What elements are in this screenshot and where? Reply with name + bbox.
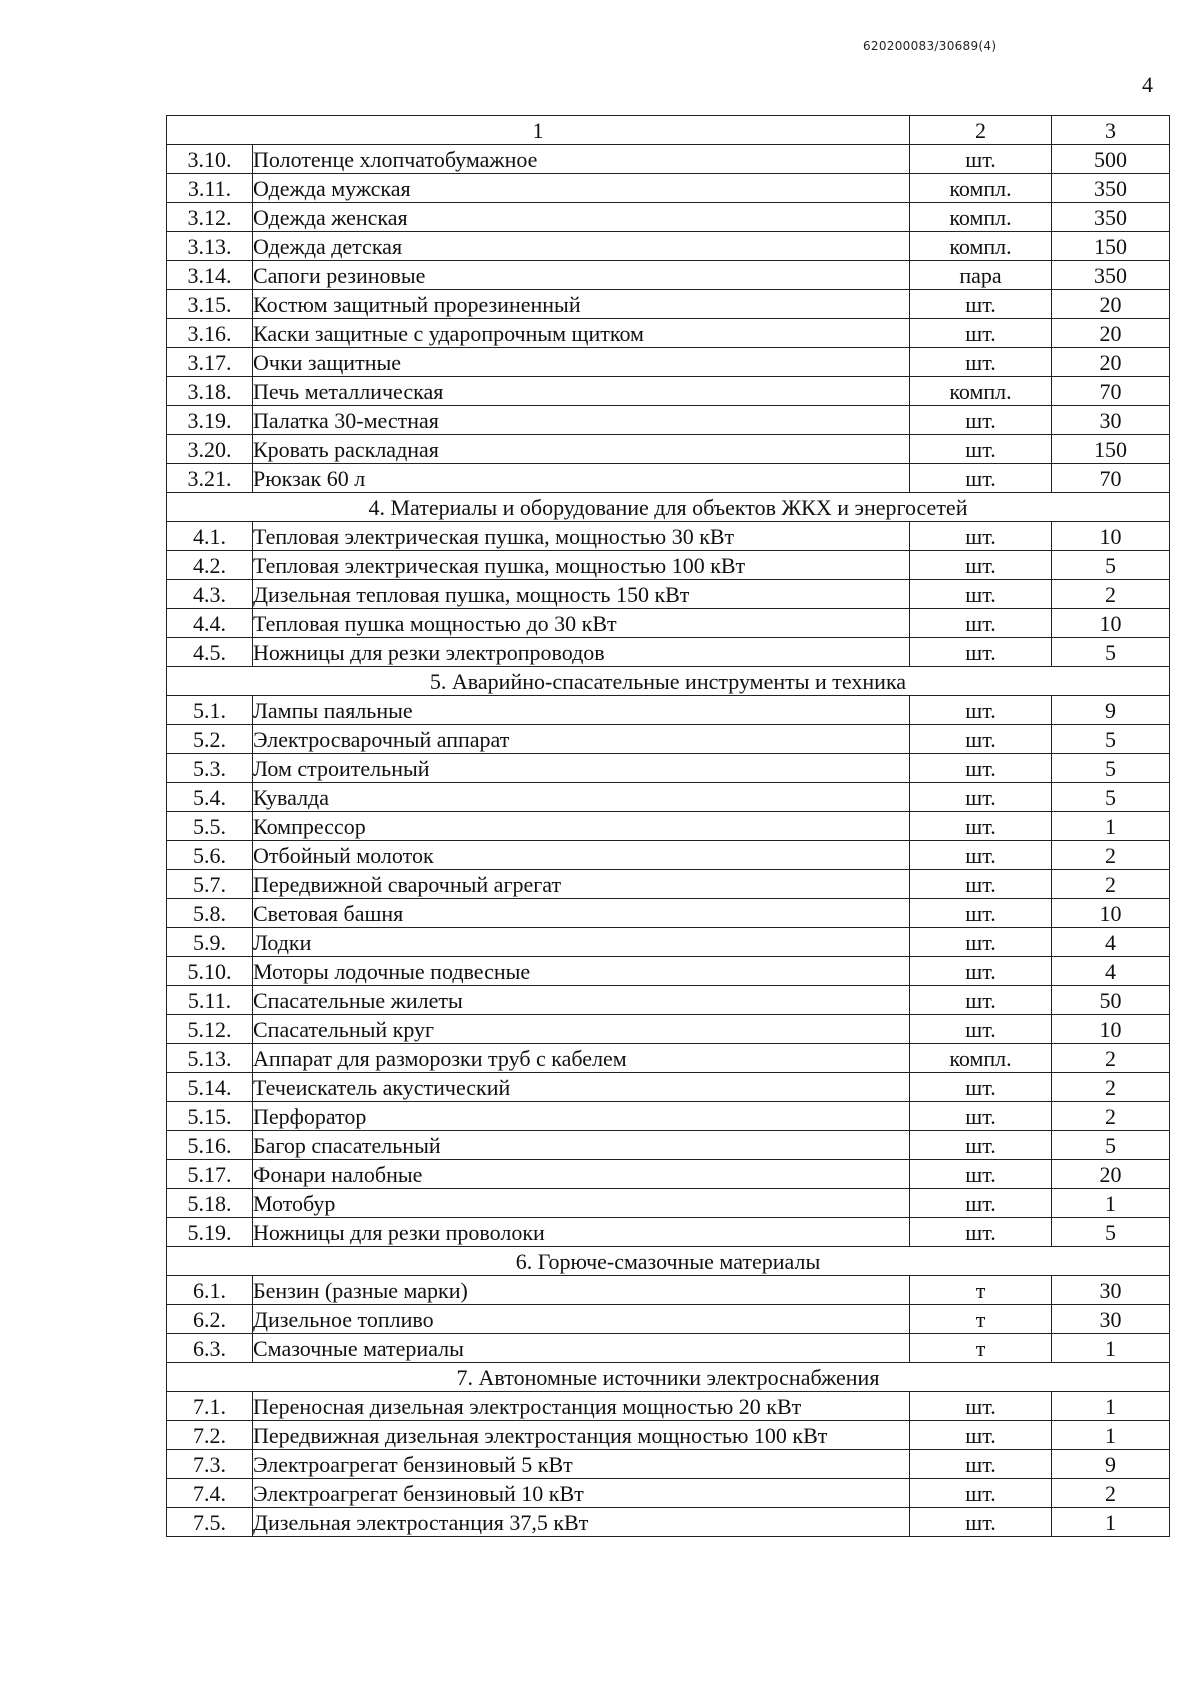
item-unit: пара [910, 261, 1052, 290]
item-name: Течеискатель акустический [253, 1073, 910, 1102]
item-quantity: 2 [1052, 870, 1170, 899]
item-name: Полотенце хлопчатобумажное [253, 145, 910, 174]
item-unit: шт. [910, 1218, 1052, 1247]
item-name: Ножницы для резки проволоки [253, 1218, 910, 1247]
item-quantity: 9 [1052, 696, 1170, 725]
table-row [167, 1305, 1170, 1334]
table-header-row [167, 116, 1170, 145]
item-quantity: 1 [1052, 1508, 1170, 1537]
item-quantity: 5 [1052, 754, 1170, 783]
section-row [167, 667, 1170, 696]
item-name: Передвижной сварочный агрегат [253, 870, 910, 899]
column-header-3: 3 [1052, 116, 1170, 145]
item-unit: шт. [910, 1479, 1052, 1508]
item-number: 4.1. [167, 522, 253, 551]
item-unit: шт. [910, 348, 1052, 377]
item-unit: шт. [910, 1450, 1052, 1479]
item-name: Ножницы для резки электропроводов [253, 638, 910, 667]
item-quantity: 1 [1052, 1392, 1170, 1421]
item-name: Спасательный круг [253, 1015, 910, 1044]
item-name: Перфоратор [253, 1102, 910, 1131]
item-name: Лампы паяльные [253, 696, 910, 725]
item-number: 7.2. [167, 1421, 253, 1450]
section-row [167, 1363, 1170, 1392]
item-quantity: 4 [1052, 957, 1170, 986]
item-unit: шт. [910, 812, 1052, 841]
item-number: 3.13. [167, 232, 253, 261]
item-quantity: 1 [1052, 1421, 1170, 1450]
item-quantity: 5 [1052, 1218, 1170, 1247]
item-number: 7.4. [167, 1479, 253, 1508]
item-unit: шт. [910, 290, 1052, 319]
item-quantity: 20 [1052, 290, 1170, 319]
item-number: 5.2. [167, 725, 253, 754]
item-unit: шт. [910, 1392, 1052, 1421]
item-unit: шт. [910, 957, 1052, 986]
table-row [167, 1450, 1170, 1479]
item-name: Одежда женская [253, 203, 910, 232]
item-name: Электросварочный аппарат [253, 725, 910, 754]
item-unit: шт. [910, 1015, 1052, 1044]
item-name: Отбойный молоток [253, 841, 910, 870]
item-name: Мотобур [253, 1189, 910, 1218]
item-quantity: 350 [1052, 174, 1170, 203]
item-name: Лодки [253, 928, 910, 957]
item-unit: шт. [910, 551, 1052, 580]
item-unit: шт. [910, 1073, 1052, 1102]
item-unit: шт. [910, 899, 1052, 928]
section-title: 4. Материалы и оборудование для объектов ЖКХ и энергосетей [167, 493, 1170, 522]
item-name: Электроагрегат бензиновый 5 кВт [253, 1450, 910, 1479]
item-number: 5.19. [167, 1218, 253, 1247]
item-quantity: 5 [1052, 551, 1170, 580]
item-name: Моторы лодочные подвесные [253, 957, 910, 986]
item-number: 3.18. [167, 377, 253, 406]
table-row [167, 1508, 1170, 1537]
item-number: 5.1. [167, 696, 253, 725]
item-number: 5.5. [167, 812, 253, 841]
item-number: 3.14. [167, 261, 253, 290]
table-row [167, 1073, 1170, 1102]
column-header-2: 2 [910, 116, 1052, 145]
inventory-table-body [167, 116, 1170, 1537]
item-unit: шт. [910, 609, 1052, 638]
item-number: 3.17. [167, 348, 253, 377]
item-quantity: 5 [1052, 725, 1170, 754]
item-unit: шт. [910, 638, 1052, 667]
item-quantity: 2 [1052, 841, 1170, 870]
item-number: 4.2. [167, 551, 253, 580]
item-number: 5.9. [167, 928, 253, 957]
table-row [167, 319, 1170, 348]
item-number: 5.13. [167, 1044, 253, 1073]
item-name: Очки защитные [253, 348, 910, 377]
document-id: 620200083/30689(4) [863, 39, 997, 53]
item-name: Одежда детская [253, 232, 910, 261]
item-unit: компл. [910, 174, 1052, 203]
item-quantity: 10 [1052, 1015, 1170, 1044]
item-quantity: 10 [1052, 609, 1170, 638]
table-row [167, 841, 1170, 870]
item-quantity: 20 [1052, 319, 1170, 348]
item-name: Спасательные жилеты [253, 986, 910, 1015]
item-number: 5.11. [167, 986, 253, 1015]
item-number: 5.8. [167, 899, 253, 928]
item-number: 6.3. [167, 1334, 253, 1363]
item-unit: шт. [910, 145, 1052, 174]
table-row [167, 1392, 1170, 1421]
item-number: 7.3. [167, 1450, 253, 1479]
item-quantity: 2 [1052, 1479, 1170, 1508]
item-unit: компл. [910, 377, 1052, 406]
table-row [167, 1189, 1170, 1218]
item-name: Печь металлическая [253, 377, 910, 406]
item-name: Бензин (разные марки) [253, 1276, 910, 1305]
item-name: Палатка 30-местная [253, 406, 910, 435]
item-unit: шт. [910, 1102, 1052, 1131]
item-quantity: 2 [1052, 1044, 1170, 1073]
table-row [167, 870, 1170, 899]
section-title: 5. Аварийно-спасательные инструменты и техника [167, 667, 1170, 696]
table-row [167, 1102, 1170, 1131]
item-unit: шт. [910, 841, 1052, 870]
inventory-table [166, 115, 1170, 1537]
item-name: Компрессор [253, 812, 910, 841]
item-name: Кувалда [253, 783, 910, 812]
item-name: Кровать раскладная [253, 435, 910, 464]
item-quantity: 9 [1052, 1450, 1170, 1479]
table-row [167, 377, 1170, 406]
item-quantity: 2 [1052, 1102, 1170, 1131]
table-row [167, 1044, 1170, 1073]
item-unit: шт. [910, 522, 1052, 551]
table-row [167, 290, 1170, 319]
table-row [167, 754, 1170, 783]
item-number: 7.5. [167, 1508, 253, 1537]
item-quantity: 10 [1052, 899, 1170, 928]
table-row [167, 1421, 1170, 1450]
item-unit: компл. [910, 232, 1052, 261]
item-unit: шт. [910, 435, 1052, 464]
table-row [167, 609, 1170, 638]
item-number: 5.6. [167, 841, 253, 870]
item-unit: шт. [910, 696, 1052, 725]
item-name: Переносная дизельная электростанция мощностью 20 кВт [253, 1392, 910, 1421]
item-number: 4.3. [167, 580, 253, 609]
item-quantity: 500 [1052, 145, 1170, 174]
item-name: Тепловая электрическая пушка, мощностью 30 кВт [253, 522, 910, 551]
item-name: Световая башня [253, 899, 910, 928]
item-number: 3.11. [167, 174, 253, 203]
item-name: Дизельное топливо [253, 1305, 910, 1334]
item-unit: компл. [910, 1044, 1052, 1073]
item-quantity: 150 [1052, 435, 1170, 464]
item-number: 5.17. [167, 1160, 253, 1189]
table-row [167, 174, 1170, 203]
item-unit: шт. [910, 783, 1052, 812]
item-number: 3.16. [167, 319, 253, 348]
item-name: Фонари налобные [253, 1160, 910, 1189]
section-title: 7. Автономные источники электроснабжения [167, 1363, 1170, 1392]
item-unit: шт. [910, 870, 1052, 899]
item-number: 3.15. [167, 290, 253, 319]
item-unit: шт. [910, 1160, 1052, 1189]
item-quantity: 350 [1052, 203, 1170, 232]
item-name: Тепловая пушка мощностью до 30 кВт [253, 609, 910, 638]
item-quantity: 350 [1052, 261, 1170, 290]
item-number: 5.3. [167, 754, 253, 783]
item-quantity: 70 [1052, 377, 1170, 406]
section-row [167, 1247, 1170, 1276]
item-unit: шт. [910, 464, 1052, 493]
item-number: 5.14. [167, 1073, 253, 1102]
table-row [167, 986, 1170, 1015]
item-number: 7.1. [167, 1392, 253, 1421]
item-name: Одежда мужская [253, 174, 910, 203]
table-row [167, 812, 1170, 841]
item-number: 4.4. [167, 609, 253, 638]
item-name: Электроагрегат бензиновый 10 кВт [253, 1479, 910, 1508]
table-row [167, 1479, 1170, 1508]
item-unit: компл. [910, 203, 1052, 232]
table-row [167, 957, 1170, 986]
item-unit: шт. [910, 1508, 1052, 1537]
item-name: Передвижная дизельная электростанция мощностью 100 кВт [253, 1421, 910, 1450]
item-number: 5.4. [167, 783, 253, 812]
table-row [167, 203, 1170, 232]
item-name: Дизельная электростанция 37,5 кВт [253, 1508, 910, 1537]
page-number: 4 [1142, 72, 1153, 97]
item-quantity: 1 [1052, 1334, 1170, 1363]
item-unit: т [910, 1305, 1052, 1334]
item-name: Костюм защитный прорезиненный [253, 290, 910, 319]
item-number: 3.19. [167, 406, 253, 435]
item-name: Багор спасательный [253, 1131, 910, 1160]
item-quantity: 20 [1052, 348, 1170, 377]
table-row [167, 464, 1170, 493]
table-row [167, 435, 1170, 464]
table-row [167, 1276, 1170, 1305]
item-name: Аппарат для разморозки труб с кабелем [253, 1044, 910, 1073]
table-row [167, 638, 1170, 667]
item-number: 3.21. [167, 464, 253, 493]
item-unit: шт. [910, 406, 1052, 435]
table-row [167, 696, 1170, 725]
item-name: Сапоги резиновые [253, 261, 910, 290]
item-name: Рюкзак 60 л [253, 464, 910, 493]
item-number: 5.12. [167, 1015, 253, 1044]
table-row [167, 1131, 1170, 1160]
section-row [167, 493, 1170, 522]
item-unit: шт. [910, 928, 1052, 957]
item-name: Лом строительный [253, 754, 910, 783]
item-unit: шт. [910, 580, 1052, 609]
table-row [167, 145, 1170, 174]
item-unit: т [910, 1334, 1052, 1363]
item-quantity: 150 [1052, 232, 1170, 261]
item-unit: шт. [910, 986, 1052, 1015]
item-name: Смазочные материалы [253, 1334, 910, 1363]
table-row [167, 232, 1170, 261]
item-name: Дизельная тепловая пушка, мощность 150 кВт [253, 580, 910, 609]
item-number: 6.2. [167, 1305, 253, 1334]
item-unit: т [910, 1276, 1052, 1305]
item-number: 6.1. [167, 1276, 253, 1305]
table-row [167, 348, 1170, 377]
item-quantity: 30 [1052, 406, 1170, 435]
item-quantity: 5 [1052, 638, 1170, 667]
table-row [167, 580, 1170, 609]
item-number: 5.7. [167, 870, 253, 899]
item-name: Каски защитные с ударопрочным щитком [253, 319, 910, 348]
table-row [167, 725, 1170, 754]
table-row [167, 1160, 1170, 1189]
item-number: 3.12. [167, 203, 253, 232]
item-quantity: 30 [1052, 1305, 1170, 1334]
item-unit: шт. [910, 1189, 1052, 1218]
item-quantity: 2 [1052, 580, 1170, 609]
item-quantity: 20 [1052, 1160, 1170, 1189]
item-quantity: 1 [1052, 1189, 1170, 1218]
item-number: 5.10. [167, 957, 253, 986]
table-row [167, 551, 1170, 580]
item-quantity: 1 [1052, 812, 1170, 841]
table-row [167, 522, 1170, 551]
item-quantity: 10 [1052, 522, 1170, 551]
item-quantity: 30 [1052, 1276, 1170, 1305]
section-title: 6. Горюче-смазочные материалы [167, 1247, 1170, 1276]
table-row [167, 928, 1170, 957]
item-number: 3.10. [167, 145, 253, 174]
table-row [167, 1015, 1170, 1044]
table-row [167, 406, 1170, 435]
item-unit: шт. [910, 319, 1052, 348]
table-row [167, 783, 1170, 812]
item-number: 3.20. [167, 435, 253, 464]
table-row [167, 261, 1170, 290]
item-unit: шт. [910, 754, 1052, 783]
item-name: Тепловая электрическая пушка, мощностью 100 кВт [253, 551, 910, 580]
item-unit: шт. [910, 1421, 1052, 1450]
item-number: 4.5. [167, 638, 253, 667]
item-quantity: 5 [1052, 783, 1170, 812]
table-row [167, 899, 1170, 928]
table-row [167, 1218, 1170, 1247]
item-quantity: 4 [1052, 928, 1170, 957]
column-header-1: 1 [167, 116, 910, 145]
item-number: 5.16. [167, 1131, 253, 1160]
item-quantity: 2 [1052, 1073, 1170, 1102]
item-quantity: 70 [1052, 464, 1170, 493]
table-row [167, 1334, 1170, 1363]
item-number: 5.18. [167, 1189, 253, 1218]
item-unit: шт. [910, 725, 1052, 754]
item-quantity: 5 [1052, 1131, 1170, 1160]
item-unit: шт. [910, 1131, 1052, 1160]
item-number: 5.15. [167, 1102, 253, 1131]
item-quantity: 50 [1052, 986, 1170, 1015]
